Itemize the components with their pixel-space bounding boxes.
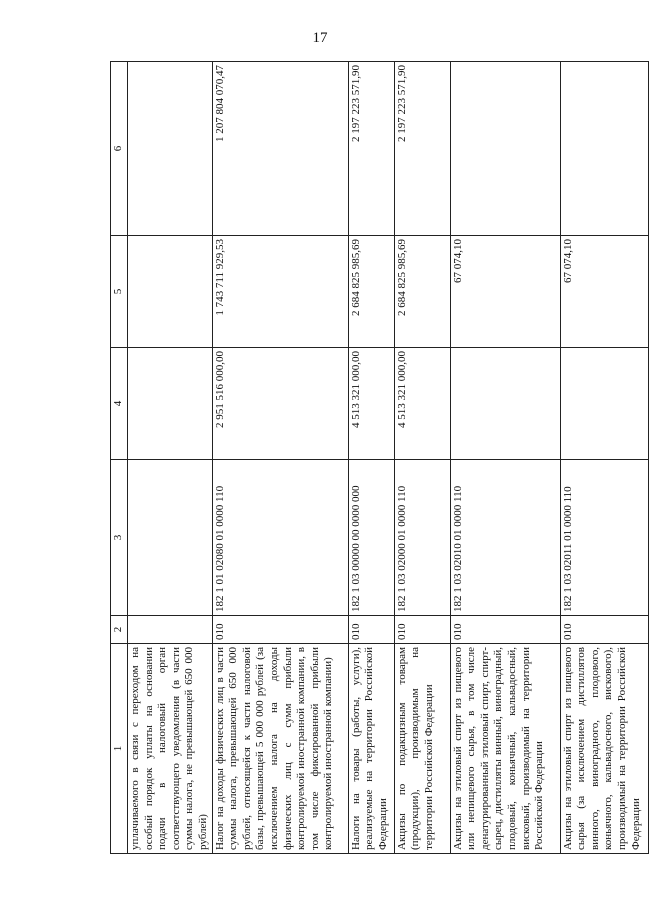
row-executed: 2 684 825 985,69 bbox=[348, 236, 394, 348]
row-kbk: 182 1 03 00000 00 0000 000 bbox=[348, 460, 394, 616]
row-executed: 1 743 711 929,53 bbox=[212, 236, 348, 348]
row-remainder bbox=[560, 62, 648, 236]
header-row bbox=[111, 62, 128, 854]
row-planned: 2 951 516 000,00 bbox=[212, 348, 348, 460]
row-executed bbox=[128, 236, 213, 348]
table-row bbox=[212, 62, 348, 854]
column-header: 4 bbox=[111, 348, 128, 460]
row-code: 010 bbox=[560, 616, 648, 644]
row-remainder: 2 197 223 571,90 bbox=[348, 62, 394, 236]
row-kbk: 182 1 03 02011 01 0000 110 bbox=[560, 460, 648, 616]
table-row bbox=[128, 62, 213, 854]
rotated-table-area bbox=[110, 62, 642, 854]
page-number: 17 bbox=[312, 30, 328, 46]
table-row bbox=[450, 62, 560, 854]
row-code: 010 bbox=[348, 616, 394, 644]
row-code: 010 bbox=[394, 616, 450, 644]
row-name: уплачиваемого в связи с переходом на особый порядок уплаты на основании подачи в налоговый орган соответствующего уведомления (в части суммы налога, не превышающей 650 000 рублей) bbox=[128, 644, 213, 854]
table-row bbox=[394, 62, 450, 854]
rotated-table-container bbox=[110, 62, 642, 854]
table-row bbox=[348, 62, 394, 854]
column-header: 1 bbox=[111, 644, 128, 854]
row-remainder bbox=[128, 62, 213, 236]
row-planned bbox=[450, 348, 560, 460]
row-kbk bbox=[128, 460, 213, 616]
row-kbk: 182 1 03 02010 01 0000 110 bbox=[450, 460, 560, 616]
table-row bbox=[560, 62, 648, 854]
column-header: 3 bbox=[111, 460, 128, 616]
revenue-table bbox=[110, 61, 649, 854]
row-kbk: 182 1 03 02000 01 0000 110 bbox=[394, 460, 450, 616]
row-executed: 67 074,10 bbox=[560, 236, 648, 348]
column-header: 6 bbox=[111, 62, 128, 236]
row-name: Акцизы по подакцизным товарам (продукции), производимым на территории Российской Федерации bbox=[394, 644, 450, 854]
row-planned bbox=[560, 348, 648, 460]
row-planned bbox=[128, 348, 213, 460]
row-executed: 2 684 825 985,69 bbox=[394, 236, 450, 348]
row-kbk: 182 1 01 02080 01 0000 110 bbox=[212, 460, 348, 616]
row-remainder: 1 207 804 070,47 bbox=[212, 62, 348, 236]
row-code bbox=[128, 616, 213, 644]
column-header: 2 bbox=[111, 616, 128, 644]
row-remainder bbox=[450, 62, 560, 236]
column-header: 5 bbox=[111, 236, 128, 348]
row-name: Акцизы на этиловый спирт из пищевого или непищевого сырья, в том числе денатурированный этиловый спирт, спирт-сырец, дистилляты винный, виноградный, плодовый, коньячный, кальвадосный, висковый, производимый на территории Российской Федерации bbox=[450, 644, 560, 854]
row-code: 010 bbox=[450, 616, 560, 644]
row-executed: 67 074,10 bbox=[450, 236, 560, 348]
row-planned: 4 513 321 000,00 bbox=[394, 348, 450, 460]
row-remainder: 2 197 223 571,90 bbox=[394, 62, 450, 236]
row-planned: 4 513 321 000,00 bbox=[348, 348, 394, 460]
row-name: Налог на доходы физических лиц в части суммы налога, превышающей 650 000 рублей, относящейся к части налоговой базы, превышающей 5 000 000 рублей (за исключением налога на доходы физических лиц с сумм прибыли контролируемой иностранной компании, в том числе фиксированной прибыли контролируемой иностранной компании) bbox=[212, 644, 348, 854]
row-name: Акцизы на этиловый спирт из пищевого сырья (за исключением дистиллятов винного, виноградного, плодового, коньячного, кальвадосного, вискового), производимый на территории Российской Федерации bbox=[560, 644, 648, 854]
row-name: Налоги на товары (работы, услуги), реализуемые на территории Российской Федерации bbox=[348, 644, 394, 854]
row-code: 010 bbox=[212, 616, 348, 644]
